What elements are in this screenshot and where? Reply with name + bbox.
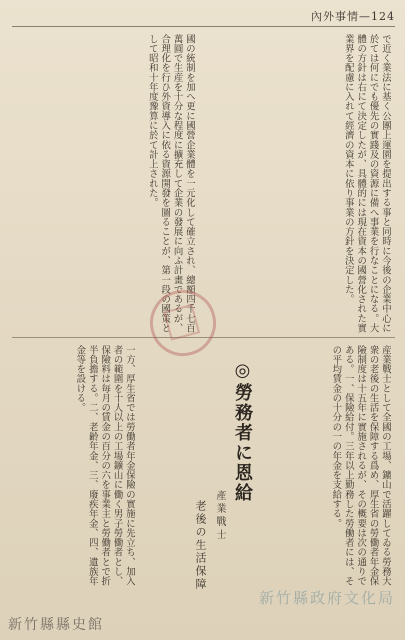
top-left-text-block: 國の統制を加へ更に國營企業體を一元化して確立され、總額四千七百萬圓で生産を十分な程度に擴充して企業の發展に向ふ計畫であるが、合理化を行ひ外資導入に依る資源開發を圖ることが、第一段の國策として昭和十年度豫算に於て計上された。 — [146, 34, 195, 333]
article-heading — [145, 360, 255, 610]
article-right-text-block: 産業戰士として全國の工場、鑛山で活躍してゐる勞務大衆の老後の生活を保障する爲め、厚生省の勞働者年金保險制度は十五年に實施されるが、その概要は次の通りである。一、保險給付。三年以上勤務した勞働者には、その平均賃金の十分の一の年金を支給する。 — [330, 345, 391, 586]
article-left-text-block: 一方、厚生省では勞働者年金保險の實施に先立ち、加入者の範圍を十人以上の工場鑛山に働く男子勞働者とし、保險料は毎月の賃金の百分の六を事業主と勞働者とで折半負擔する。二、老齢年金、三、廢疾年金、四、遺族年金等を設ける。 — [74, 345, 135, 586]
header-rule — [12, 26, 395, 27]
article-title: ◎勞務者に恩給 — [232, 360, 253, 503]
article-subtitle: 老後の生活保障 — [194, 500, 207, 591]
top-right-text-block: で近く業法に基く公團上運園を提出する事と同時に今後の企業中心に於ては何にでも優先の實踐及の資源に備へ事業を行なことになる。大體の方針は右にて決定したが、具體的には現在資本の國營化された實業界を配慮に入れて經濟の資本に依り事業の方針を決定した。 — [342, 34, 391, 333]
watermark-right: 新竹縣政府文化局 — [258, 589, 395, 607]
page-header: 內外事情—124 — [311, 10, 395, 23]
watermark-left: 新竹縣縣史館 — [8, 617, 104, 633]
article-author: 產業戰士 — [214, 490, 225, 542]
